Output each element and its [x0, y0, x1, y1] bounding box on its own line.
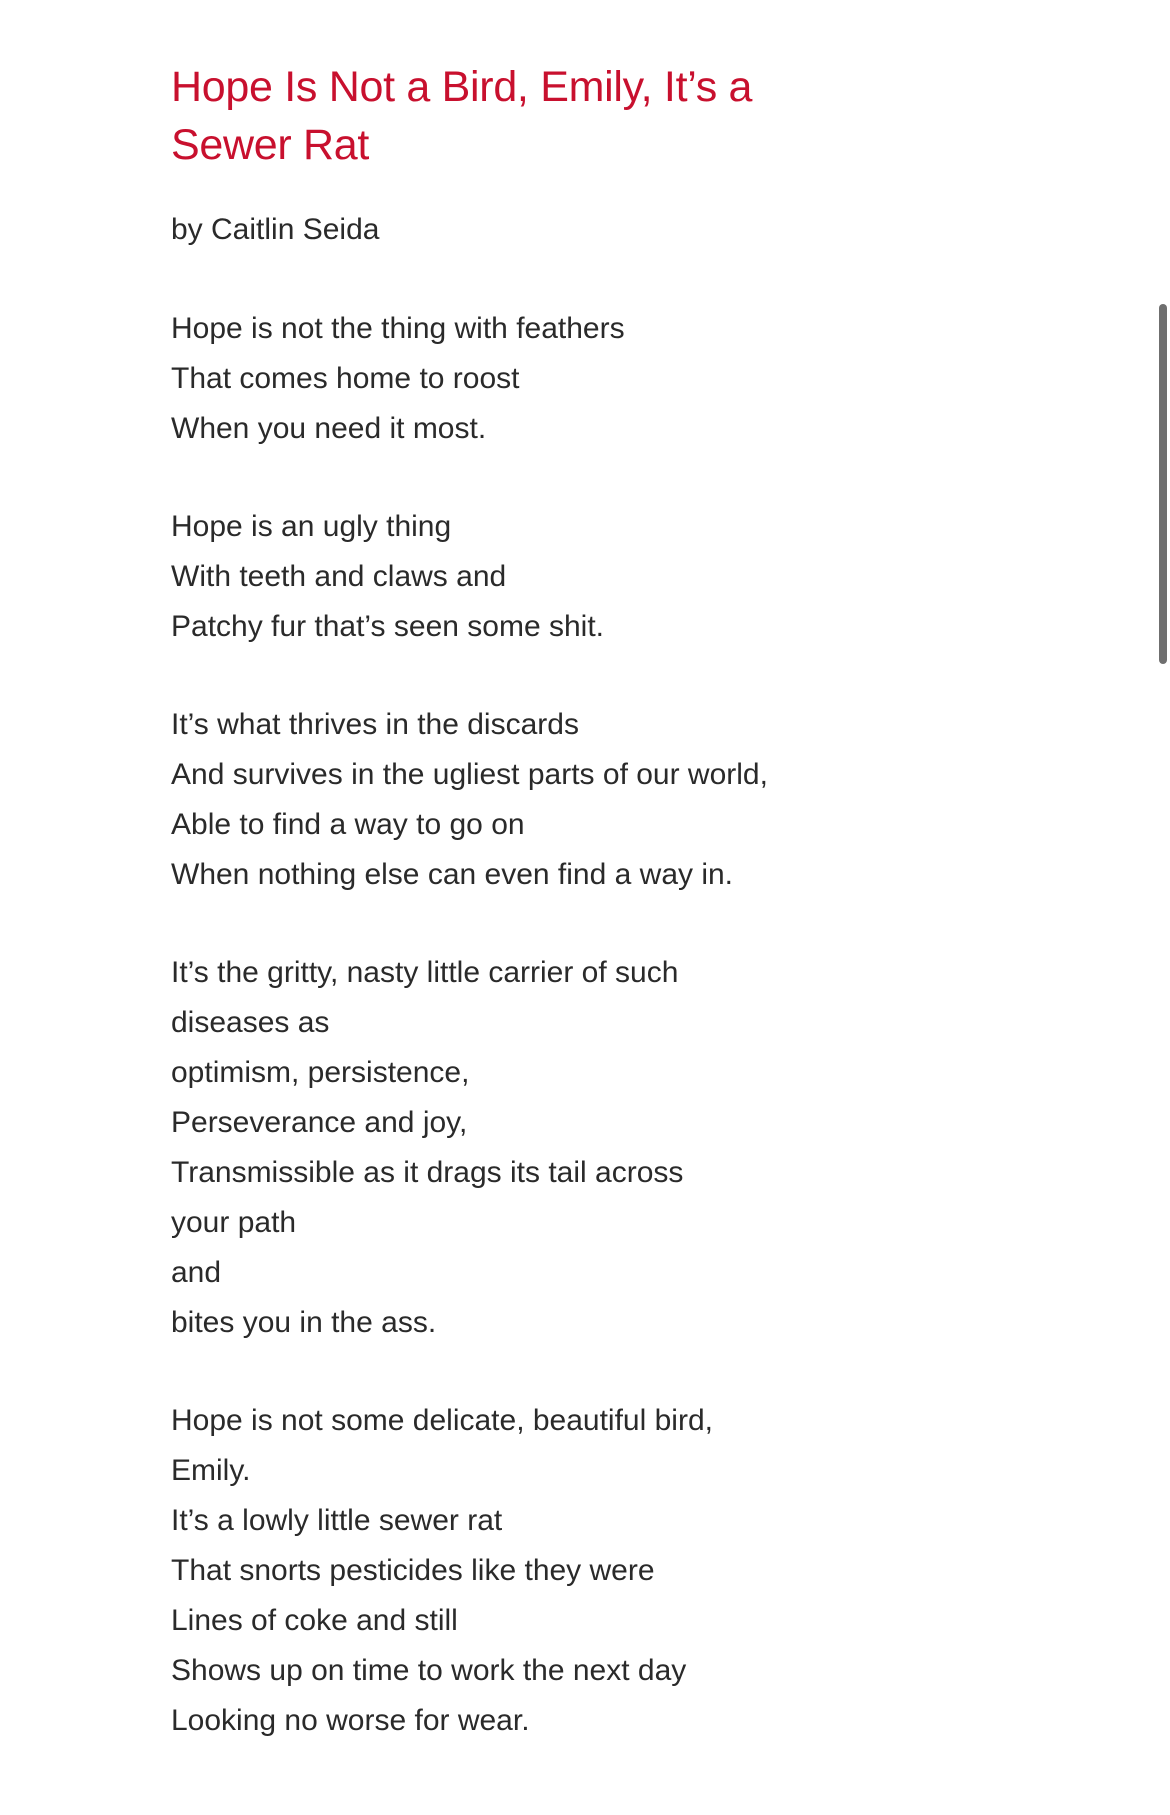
poem-body — [171, 304, 1071, 1746]
poem-title: Hope Is Not a Bird, Emily, It’s a Sewer Rat — [171, 63, 753, 169]
stanza — [171, 502, 1071, 652]
poem-line: When nothing else can even find a way in. — [171, 858, 734, 891]
poem-line: It’s what thrives in the discards — [171, 708, 579, 741]
poem-line: That snorts pesticides like they were — [171, 1554, 655, 1587]
poem-line: Hope is not the thing with feathers — [171, 312, 625, 345]
poem-line: optimism, persistence, — [171, 1056, 470, 1089]
poem-byline: by Caitlin Seida — [171, 213, 380, 246]
scrollbar-thumb[interactable] — [1159, 304, 1167, 664]
stanza — [171, 700, 1071, 900]
poem-line: Hope is not some delicate, beautiful bird, — [171, 1404, 713, 1437]
poem-line: Hope is an ugly thing — [171, 510, 452, 543]
poem-line: Shows up on time to work the next day — [171, 1654, 687, 1687]
article — [171, 58, 1071, 1746]
poem-line: Patchy fur that’s seen some shit. — [171, 610, 604, 643]
stanza — [171, 304, 1071, 454]
poem-line: It’s the gritty, nasty little carrier of such — [171, 956, 679, 989]
poem-line: and — [171, 1256, 222, 1289]
poem-line: your path — [171, 1206, 297, 1239]
poem-line: Emily. — [171, 1454, 251, 1487]
stanza — [171, 1396, 1071, 1746]
stanza — [171, 948, 1071, 1348]
poem-line: And survives in the ugliest parts of our world, — [171, 758, 768, 791]
poem-line: Able to find a way to go on — [171, 808, 525, 841]
poem-line: With teeth and claws and — [171, 560, 507, 593]
poem-line: Transmissible as it drags its tail across — [171, 1156, 684, 1189]
poem-line: Lines of coke and still — [171, 1604, 458, 1637]
poem-line: That comes home to roost — [171, 362, 520, 395]
poem-line: bites you in the ass. — [171, 1306, 437, 1339]
poem-line: When you need it most. — [171, 412, 487, 445]
poem-line: Looking no worse for wear. — [171, 1704, 530, 1737]
poem-line: diseases as — [171, 1006, 330, 1039]
poem-line: It’s a lowly little sewer rat — [171, 1504, 503, 1537]
poem-line: Perseverance and joy, — [171, 1106, 468, 1139]
